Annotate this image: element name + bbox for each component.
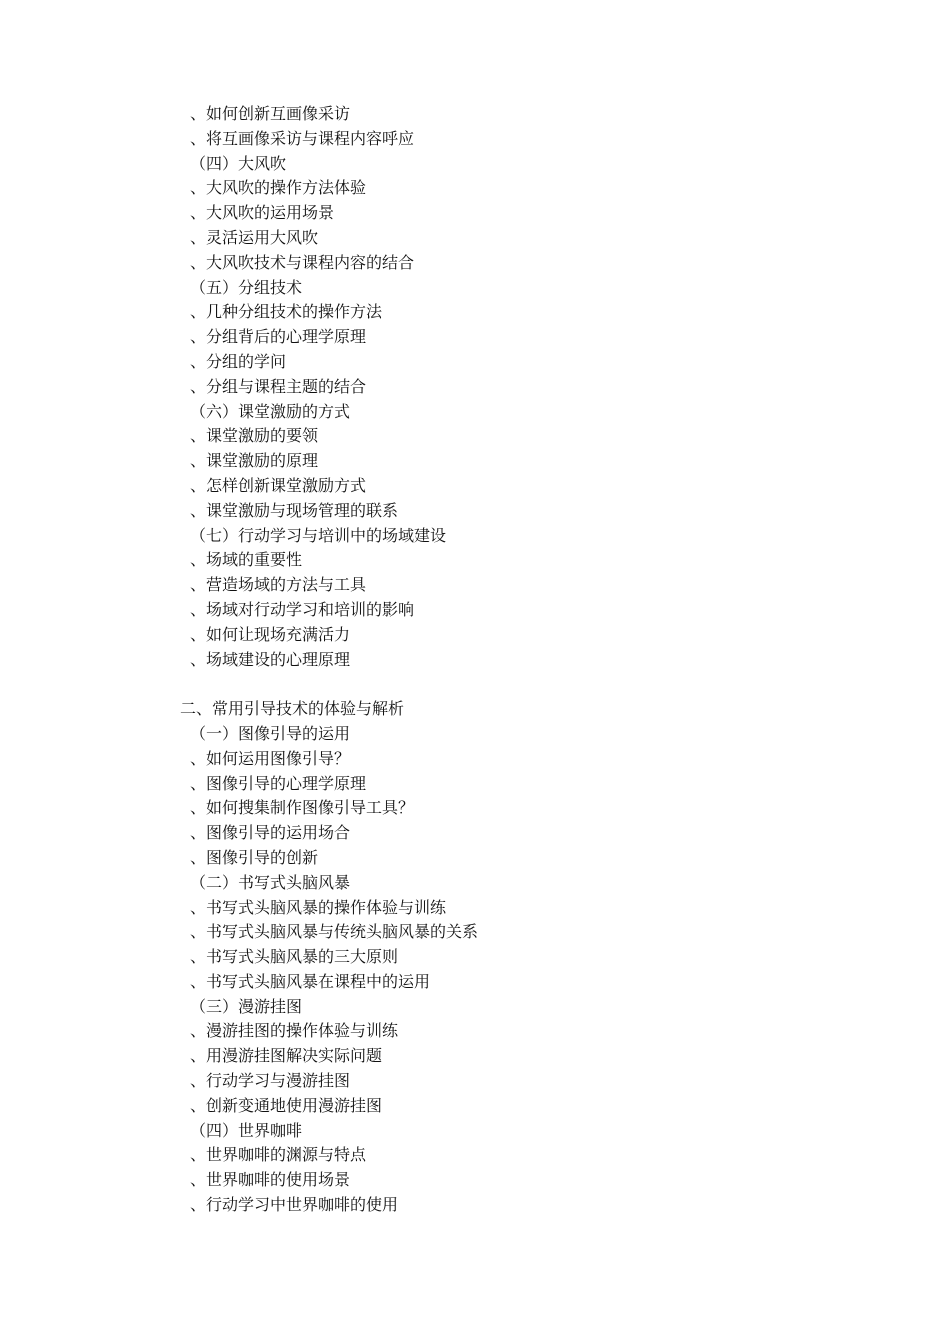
outline-item: 、世界咖啡的使用场景: [190, 1170, 351, 1190]
outline-item: 、如何搜集制作图像引导工具？: [190, 798, 415, 818]
course-outline: [0, 102, 950, 1218]
outline-item: 、场域的重要性: [190, 550, 303, 570]
outline-item: 、大风吹技术与课程内容的结合: [190, 252, 415, 272]
outline-item: 、世界咖啡的渊源与特点: [190, 1145, 367, 1165]
outline-item: 、创新变通地使用漫游挂图: [190, 1095, 383, 1115]
outline-item: 、大风吹的操作方法体验: [190, 178, 367, 198]
outline-item: 、行动学习中世界咖啡的使用: [190, 1195, 399, 1215]
outline-section: [0, 697, 950, 1218]
outline-item: 、如何创新互画像采访: [190, 104, 351, 123]
outline-subheading: （二）书写式头脑风暴: [190, 872, 351, 892]
outline-item: 、图像引导的创新: [190, 847, 319, 867]
outline-item: 、图像引导的运用场合: [190, 823, 351, 843]
outline-item: 、书写式头脑风暴的操作体验与训练: [190, 897, 447, 917]
section-gap: [0, 672, 950, 697]
outline-item: 、场域建设的心理原理: [190, 649, 351, 669]
outline-subheading: （四）世界咖啡: [190, 1120, 303, 1140]
outline-item: 、场域对行动学习和培训的影响: [190, 599, 415, 619]
outline-item: 、将互画像采访与课程内容呼应: [190, 128, 415, 148]
outline-item: 、如何让现场充满活力: [190, 624, 351, 644]
outline-item: 、用漫游挂图解决实际问题: [190, 1046, 383, 1066]
outline-item: 、如何运用图像引导？: [190, 748, 351, 768]
outline-heading: 二、常用引导技术的体验与解析: [180, 699, 405, 719]
outline-subheading: （一）图像引导的运用: [190, 723, 351, 743]
outline-item: 、漫游挂图的操作体验与训练: [190, 1021, 399, 1041]
outline-item: 、课堂激励的原理: [190, 451, 319, 471]
outline-subheading: （四）大风吹: [190, 153, 287, 173]
outline-item: 、分组的学问: [190, 351, 287, 371]
outline-item: 、营造场域的方法与工具: [190, 575, 367, 595]
outline-item: 、图像引导的心理学原理: [190, 773, 367, 793]
outline-item: 、几种分组技术的操作方法: [190, 302, 383, 322]
outline-subheading: （五）分组技术: [190, 277, 303, 297]
outline-subheading: （三）漫游挂图: [190, 996, 303, 1016]
outline-item: 、大风吹的运用场景: [190, 203, 335, 223]
outline-item: 、灵活运用大风吹: [190, 227, 319, 247]
outline-item: 、书写式头脑风暴在课程中的运用: [190, 971, 431, 991]
outline-item: 、行动学习与漫游挂图: [190, 1071, 351, 1091]
outline-item: 、分组背后的心理学原理: [190, 327, 367, 347]
outline-subheading: （六）课堂激励的方式: [190, 401, 351, 421]
outline-item: 、书写式头脑风暴与传统头脑风暴的关系: [190, 922, 479, 942]
outline-subheading: （七）行动学习与培训中的场域建设: [190, 525, 447, 545]
outline-item: 、课堂激励的要领: [190, 426, 319, 446]
outline-item: 、怎样创新课堂激励方式: [190, 475, 367, 495]
outline-section: [0, 102, 950, 672]
outline-item: 、书写式头脑风暴的三大原则: [190, 947, 399, 967]
outline-item: 、分组与课程主题的结合: [190, 376, 367, 396]
outline-item: 、课堂激励与现场管理的联系: [190, 500, 399, 520]
